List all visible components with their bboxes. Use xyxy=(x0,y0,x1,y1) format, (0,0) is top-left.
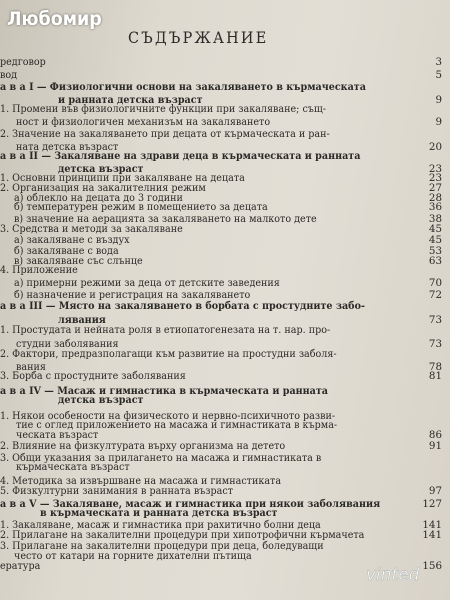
svg-text:vinted: vinted xyxy=(366,565,420,584)
toc-entry-text: 2. Значение на закаляването при децата от кърмаческата и ран- xyxy=(0,128,330,140)
toc-entry-text: в) значение на аерацията за закаляването на малкото дете xyxy=(14,213,317,225)
toc-page-number: 9 xyxy=(435,94,442,106)
toc-page-number: 23 xyxy=(428,163,442,175)
toc-entry-text: 5. Физкултурни занимания в ранната възраст xyxy=(0,485,234,497)
toc-entry-text: а) облекло на децата до 3 години xyxy=(14,192,183,204)
toc-entry-text: а в а I — Физиологични основи на закаляването в кърмаческата xyxy=(0,81,366,93)
toc-entry-text: 3. Средства и методи за закаляване xyxy=(0,223,183,235)
toc-entry-text: 3. Общи указания за прилагането на масажа и гимнастиката в xyxy=(0,452,322,464)
toc-entry-text: вания xyxy=(16,361,46,373)
toc-page-number: 3 xyxy=(435,56,442,68)
toc-entry-text: а) закаляване с въздух xyxy=(14,234,130,246)
toc-entry-text: тие с оглед приложението на масажа и гимнастиката в кърма- xyxy=(16,419,338,431)
toc-page-number: 97 xyxy=(428,485,442,497)
toc-page-number: 28 xyxy=(428,192,442,204)
toc-entry-text: б) закаляване с вода xyxy=(14,245,119,257)
toc-page-number: 38 xyxy=(428,213,442,225)
toc-page-number: 73 xyxy=(428,314,442,326)
toc-entry-text: 4. Методика за извършване на масажа и гимнастиката xyxy=(0,475,282,487)
toc-page-number: 36 xyxy=(428,201,442,213)
toc-page-number: 23 xyxy=(428,172,442,184)
toc-page-number: 27 xyxy=(428,182,442,194)
page-title: СЪДЪРЖАНИЕ xyxy=(128,28,269,47)
toc-page-number: 73 xyxy=(428,338,442,350)
toc-entry-text: вод xyxy=(0,69,18,81)
toc-entry-text: ност и физиологичен механизъм на закаляването xyxy=(16,116,271,128)
toc-entry-text: 2. Фактори, предразполагащи към развитие на простудни заболя- xyxy=(0,348,337,360)
toc-entry-text: ческата възраст xyxy=(16,429,99,441)
toc-entry-text: а в а IV — Масаж и гимнастика в кърмаческата и ранната xyxy=(0,385,329,397)
toc-page-number: 91 xyxy=(428,440,442,452)
toc-page-number: 70 xyxy=(428,277,442,289)
toc-entry-text: студни заболявания xyxy=(16,338,119,350)
toc-entry-text: б) температурен режим в помещението за децата xyxy=(14,201,268,213)
vinted-watermark-logo xyxy=(366,564,440,584)
toc-entry-text: лявания xyxy=(58,314,106,326)
toc-page-number: 20 xyxy=(428,141,442,153)
toc-page-number: 63 xyxy=(428,255,442,267)
toc-entry-text: 1. Простудата и нейната роля в етиопатогенезата на т. нар. про- xyxy=(0,324,331,336)
toc-entry-text: 1. Промени във физиологичните функции при закаляване; същ- xyxy=(0,103,327,115)
toc-entry-text: а в а III — Място на закаляването в борбата с простудните забо- xyxy=(0,300,365,312)
toc-entry-text: в кърмаческата и ранната детска възраст xyxy=(40,507,278,519)
toc-entry-text: а в а V — Закаляване, масаж и гимнастика при някои заболявания xyxy=(0,498,381,510)
toc-entry-text: и ранната детска възраст xyxy=(58,94,203,106)
toc-page-number: 141 xyxy=(422,519,442,531)
toc-entry-text: често от катари на горните дихателни пътища xyxy=(14,550,252,562)
toc-page-number: 45 xyxy=(428,234,442,246)
toc-page-number: 81 xyxy=(428,370,442,382)
toc-entry-text: 2. Прилагане на закалителни процедури при хипотрофични кърмачета xyxy=(0,529,365,541)
toc-entry-text: а) примерни режими за деца от детските заведения xyxy=(14,277,280,289)
toc-entry-text: 1. Основни принципи при закаляване на децата xyxy=(0,172,245,184)
toc-entry-text: детска възраст xyxy=(58,394,144,406)
toc-entry-text: а в а II — Закаляване на здрави деца в кърмаческата и ранната xyxy=(0,150,361,162)
toc-entry-text: 2. Влияние на физкултурата върху организма на детето xyxy=(0,440,286,452)
toc-page-number: 78 xyxy=(428,361,442,373)
toc-entry-text: 1. Закаляване, масаж и гимнастика при рахитично болни деца xyxy=(0,519,321,531)
toc-page-number: 72 xyxy=(428,289,442,301)
toc-page-number: 127 xyxy=(422,498,442,510)
toc-page-number: 86 xyxy=(428,429,442,441)
toc-entry-text: ература xyxy=(0,560,41,572)
toc-entry-text: в) закаляване със слънце xyxy=(14,255,143,267)
toc-page-number: 45 xyxy=(428,223,442,235)
toc-page-number: 9 xyxy=(435,116,442,128)
toc-entry-text: 3. Борба с простудните заболявания xyxy=(0,370,186,382)
toc-entry-text: 4. Приложение xyxy=(0,264,78,276)
toc-page-number: 141 xyxy=(422,529,442,541)
watermark-username: Любомир xyxy=(7,8,102,30)
toc-entry-text: 2. Организация на закалителния режим xyxy=(0,182,206,194)
toc-entry-text: 3. Прилагане на закалителни процедури при деца, боледуващи xyxy=(0,540,324,552)
toc-entry-text: б) назначение и регистрация на закаляването xyxy=(14,289,251,301)
toc-entry-text: кърмаческата възраст xyxy=(16,461,130,473)
toc-entry-text: 1. Някои особености на физическото и нервно-психичното разви- xyxy=(0,410,336,422)
toc-entry-text: ната детска възраст xyxy=(16,141,119,153)
toc-page-number: 156 xyxy=(422,560,442,572)
toc-page-number: 5 xyxy=(435,69,442,81)
toc-entry-text: редговор xyxy=(0,56,46,68)
toc-entry-text: детска възраст xyxy=(58,163,144,175)
toc-page-number: 53 xyxy=(428,245,442,257)
